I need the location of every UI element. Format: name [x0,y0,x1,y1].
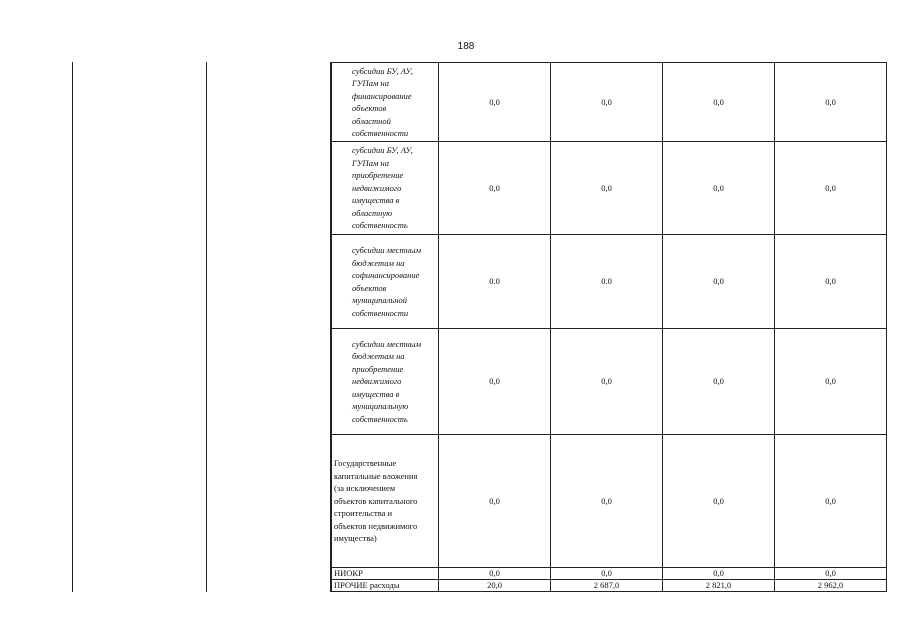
table-row [332,568,887,580]
value-cell: 0,0 [663,142,775,235]
value-cell: 0,0 [551,63,663,142]
value-cell: 20,0 [439,580,551,592]
table-row [332,329,887,435]
value-cell: 0,0 [439,142,551,235]
value-cell: 0,0 [775,568,887,580]
value-cell: 0,0 [551,568,663,580]
table-row [332,63,887,142]
value-cell: 0,0 [551,435,663,568]
budget-table [331,62,887,592]
value-cell: 0.0 [551,235,663,329]
table-row [332,435,887,568]
column-divider [206,62,207,592]
value-cell: 0,0 [663,329,775,435]
row-label: субсидии БУ, АУ, ГУПам на приобретение недвижимого имущества в областную собственность [332,142,439,235]
table-row [332,142,887,235]
value-cell: 0,0 [439,435,551,568]
row-label: ПРОЧИЕ расходы [332,580,439,592]
table-row [332,580,887,592]
value-cell: 0,0 [775,63,887,142]
row-label: НИОКР [332,568,439,580]
value-cell: 0,0 [775,235,887,329]
column-divider [72,62,73,592]
value-cell: 0,0 [551,329,663,435]
value-cell: 0,0 [551,142,663,235]
value-cell: 0,0 [663,568,775,580]
value-cell: 0,0 [663,435,775,568]
value-cell: 0.0 [439,235,551,329]
row-label: субсидии местным бюджетам на софинансирование объектов муниципальной собственности [332,235,439,329]
row-label: субсидии местным бюджетам на приобретение недвижимого имущества в муниципальную собственность [332,329,439,435]
value-cell: 0,0 [775,435,887,568]
page-number: 188 [457,41,475,52]
value-cell: 0,0 [439,63,551,142]
value-cell: 0,0 [663,63,775,142]
row-label: Государственные капитальные вложения (за исключением объектов капитального строительства и объектов недвижимого имущества) [332,435,439,568]
value-cell: 0,0 [775,329,887,435]
value-cell: 2 821,0 [663,580,775,592]
value-cell: 2 962,0 [775,580,887,592]
value-cell: 0,0 [439,568,551,580]
value-cell: 0,0 [439,329,551,435]
value-cell: 0,0 [775,142,887,235]
row-label: субсидии БУ, АУ, ГУПам на финансирование объектов областной собственности [332,63,439,142]
table-row [332,235,887,329]
value-cell: 2 687,0 [551,580,663,592]
value-cell: 0,0 [663,235,775,329]
